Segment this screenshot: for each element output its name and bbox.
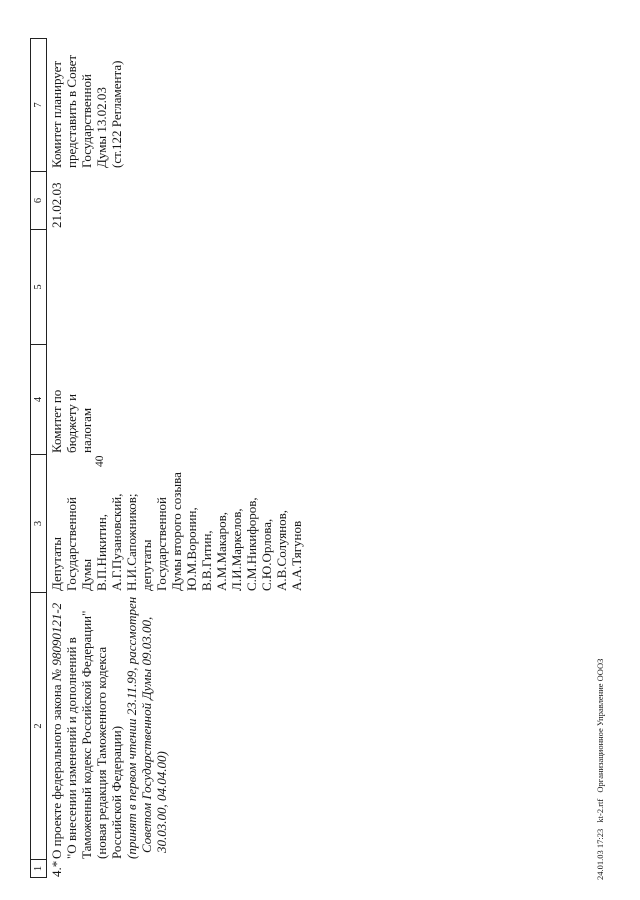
author-line: В.В.Гитин, — [199, 530, 214, 591]
header-cell-1: 1 — [33, 865, 44, 872]
footer — [595, 659, 605, 880]
author-line: С.М.Никифоров, — [244, 497, 259, 591]
bill-title: О проекте федерального закона — [49, 684, 64, 859]
header-cell-4: 4 — [31, 345, 46, 455]
authors-cell — [49, 472, 304, 591]
bill-status-line: Советом Государственной Думы 09.03.00, — [139, 616, 154, 853]
author-line: Государственной — [154, 496, 169, 591]
author-line: депутаты — [139, 539, 154, 591]
author-line: Л.И.Маркелов, — [229, 508, 244, 591]
author-line: Ю.М.Воронин, — [184, 507, 199, 591]
note-line: представить в Совет — [64, 54, 79, 168]
note-line: Комитет планирует — [49, 60, 64, 168]
author-line: А.В.Солуянов, — [274, 509, 289, 591]
header-cell-2: 2 — [31, 593, 46, 860]
page-number: 40 — [94, 455, 106, 467]
table-header-row — [30, 38, 47, 878]
bill-status-line: 30.03.00, 04.04.00) — [154, 751, 169, 853]
note-line: (ст.122 Регламента) — [109, 60, 124, 168]
author-line: А.М.Макаров, — [214, 511, 229, 591]
author-line: В.П.Никитин, — [94, 513, 109, 591]
date-cell: 21.02.03 — [49, 182, 64, 228]
bill-number: № 98090121-2 — [49, 602, 64, 682]
bill-description-line: Российской Федерации) — [109, 725, 124, 859]
author-line: Депутаты — [49, 537, 64, 591]
committee-line: налогам — [79, 407, 94, 453]
committee-line: бюджету и — [64, 393, 79, 453]
footer-file: kt-2.rtf — [595, 798, 605, 823]
note-cell — [49, 55, 124, 168]
footer-timestamp: 24.01.03 17:23 — [595, 828, 605, 880]
header-cell-5: 5 — [31, 230, 46, 345]
author-line: С.Ю.Орлова, — [259, 518, 274, 591]
author-line: Думы — [79, 558, 94, 591]
bill-description-cell — [49, 597, 169, 859]
author-line: А.А.Тягунов — [289, 520, 304, 591]
committee-line: Комитет по — [49, 389, 64, 453]
author-line: Государственной — [64, 496, 79, 591]
author-line: Думы второго созыва — [169, 472, 184, 591]
bill-description-line: Таможенный кодекс Российской Федерации" — [79, 610, 94, 859]
bill-description-line: "О внесении изменений и дополнений в — [64, 637, 79, 859]
bill-title-line — [49, 597, 64, 859]
item-number-cell: 4.* — [49, 860, 64, 877]
author-line: Н.И.Сапожников; — [124, 493, 139, 591]
header-cell-3: 3 — [31, 455, 46, 593]
author-line: А.Г.Пузановский, — [109, 493, 124, 591]
footer-org: Организационное Управление ОООЗ — [595, 658, 605, 793]
committee-cell — [49, 390, 94, 453]
bill-status-line: (принят в первом чтении 23.11.99, рассмотрен — [124, 596, 139, 859]
header-cell-6: 6 — [31, 172, 46, 230]
header-cell-7: 7 — [31, 39, 46, 172]
note-line: Думы 13.02.03 — [94, 87, 109, 168]
note-line: Государственной — [79, 73, 94, 168]
bill-description-line: (новая редакция Таможенного кодекса — [94, 646, 109, 859]
